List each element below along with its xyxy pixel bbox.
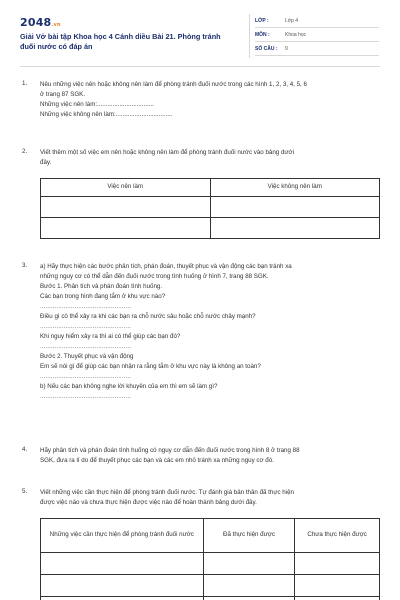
question-line: Điều gì có thể xảy ra khi các bạn ra chỗ nước sâu hoặc chỗ nước chảy mạnh? bbox=[40, 313, 256, 320]
question-line: những nguy cơ có thể dẫn đến đuối nước trong tình huống ở hình 7, trang 88 SGK. bbox=[40, 273, 269, 280]
meta-label: LỚP : bbox=[255, 18, 269, 24]
meta-label: SỐ CÂU : bbox=[255, 46, 278, 52]
table-cell[interactable] bbox=[41, 597, 204, 600]
question-line: Khi nguy hiểm xảy ra thì ai có thể giúp các bạn đó? bbox=[40, 333, 181, 340]
table-header: Việc không nên làm bbox=[210, 179, 380, 197]
question-number: 4. bbox=[22, 446, 28, 453]
question-number: 3. bbox=[22, 262, 28, 269]
question-line: được việc nào và chưa thực hiện được việc nào để hoàn thành bảng dưới đây. bbox=[40, 499, 257, 506]
answer-line: .................................................. bbox=[40, 393, 131, 400]
question-line: a) Hãy thực hiện các bước phân tích, phán đoán, thuyết phục và vận động các bạn tránh xa bbox=[40, 263, 292, 270]
question-line: b) Nếu các bạn không nghe lời khuyên của em thì em sẽ làm gì? bbox=[40, 383, 218, 390]
question-line: Hãy phân tích và phán đoán tình huống có nguy cơ dẫn đến đuối nước trong hình 8 ở trang 88 bbox=[40, 447, 300, 454]
table-cell[interactable] bbox=[203, 597, 295, 600]
table-cell[interactable] bbox=[41, 553, 204, 575]
answer-line: .................................................. bbox=[40, 323, 131, 330]
question-line: Bước 1. Phân tích và phán đoán tình huống. bbox=[40, 283, 163, 290]
table-header: Đã thực hiện được bbox=[203, 519, 295, 553]
table-cell[interactable] bbox=[41, 218, 211, 239]
meta-label: MÔN : bbox=[255, 32, 270, 38]
table-cell[interactable] bbox=[210, 197, 380, 218]
logo-text: 2048 bbox=[20, 16, 52, 29]
answer-table-2 bbox=[40, 178, 380, 239]
meta-row-count bbox=[255, 42, 379, 56]
question-line: đây. bbox=[40, 159, 52, 166]
table-header: Chưa thực hiện được bbox=[295, 519, 380, 553]
question-number: 1. bbox=[22, 80, 28, 87]
answer-table-5 bbox=[40, 518, 380, 600]
question-number: 5. bbox=[22, 488, 28, 495]
meta-row-subject bbox=[255, 28, 379, 42]
question-line: SGK, đưa ra lí do để thuyết phục các bạn và các em nhỏ tránh xa những nguy cơ đó. bbox=[40, 457, 274, 464]
meta-value: Lớp 4 bbox=[285, 18, 299, 24]
answer-line: .................................................. bbox=[40, 373, 131, 380]
question-line: Bước 2. Thuyết phục và vận động bbox=[40, 353, 134, 360]
question-line: ở trang 87 SGK. bbox=[40, 91, 85, 98]
question-line: Viết những việc cần thực hiện để phòng tránh đuối nước. Tự đánh giá bản thân đã thực hiện bbox=[40, 489, 294, 496]
question-5-text bbox=[40, 488, 380, 508]
table-cell[interactable] bbox=[295, 597, 380, 600]
meta-row-grade bbox=[255, 14, 379, 28]
question-line: Em sẽ nói gì để giúp các bạn nhận ra rằng tắm ở khu vực này là không an toàn? bbox=[40, 363, 261, 370]
question-3-text bbox=[40, 262, 380, 402]
question-1-text bbox=[40, 80, 380, 120]
question-4-text bbox=[40, 446, 380, 466]
answer-line: Những việc nên làm:................................. bbox=[40, 101, 154, 108]
table-cell[interactable] bbox=[203, 553, 295, 575]
logo-tld: .vn bbox=[51, 22, 61, 28]
meta-value: Khoa học bbox=[285, 32, 307, 38]
table-header: Việc nên làm bbox=[41, 179, 211, 197]
table-cell[interactable] bbox=[210, 218, 380, 239]
table-cell[interactable] bbox=[295, 575, 380, 597]
document-header bbox=[0, 0, 400, 70]
header-divider bbox=[20, 66, 380, 67]
table-cell[interactable] bbox=[41, 575, 204, 597]
answer-line: .................................................. bbox=[40, 343, 131, 350]
table-cell[interactable] bbox=[295, 553, 380, 575]
answer-line: Những việc không nên làm:................................. bbox=[40, 111, 173, 118]
table-cell[interactable] bbox=[41, 197, 211, 218]
question-number: 2. bbox=[22, 148, 28, 155]
document-title: Giải Vở bài tập Khoa học 4 Cánh diều Bài 21. Phòng tránh đuối nước có đáp án bbox=[20, 32, 221, 51]
question-line: Các bạn trong hình đang tắm ở khu vực nào? bbox=[40, 293, 166, 300]
question-line: Viết thêm một số việc em nên hoặc không nên làm để phòng tránh đuối nước vào bảng dưới bbox=[40, 149, 294, 156]
site-logo[interactable] bbox=[20, 16, 61, 29]
table-cell[interactable] bbox=[203, 575, 295, 597]
meta-value: 9 bbox=[285, 46, 288, 52]
question-2-text bbox=[40, 148, 380, 168]
question-line: Nêu những việc nên hoặc không nên làm để phòng tránh đuối nước trong các hình 1, 2, 3, 4, 5, 6 bbox=[40, 81, 307, 88]
answer-line: .................................................. bbox=[40, 303, 131, 310]
table-header: Những việc cần thực hiện để phòng tránh đuối nước bbox=[41, 519, 204, 553]
meta-divider bbox=[249, 14, 250, 58]
